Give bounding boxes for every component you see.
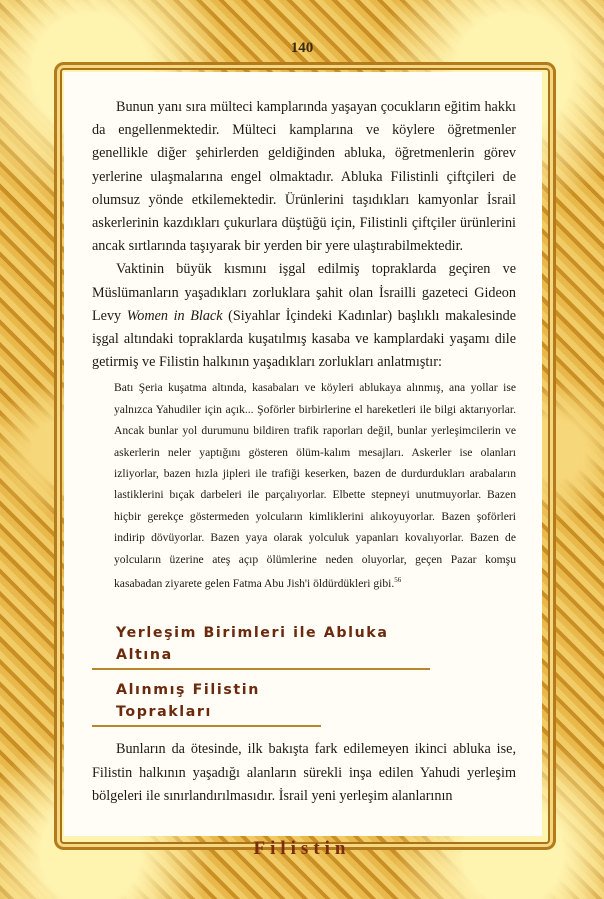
article-title: Women in Black (126, 307, 223, 324)
paragraph-2-text-end: (Siyahlar İçindeki Kadınlar) başlıklı makalesinde işgal altındaki topraklarda kuşatılmış kasaba ve kamplardaki yaşamı dile getirmiş ve Filistin halkının yaşadıkları zorlukları anlatmıştır: (92, 307, 517, 371)
section-heading (92, 622, 516, 736)
book-title-footer: Filistin (253, 838, 351, 859)
paragraph-3: Bunların da ötesinde, ilk bakışta fark edilemeyen ikinci abluka ise, Filistin halkının yaşadığı alanların sürekli inşa edilen Yahudi yerleşim bölgeleri ile sınırlandırılmasıdır. İsrail yeni yerleşim alanlarının (92, 741, 516, 804)
quote-text: Batı Şeria kuşatma altında, kasabaları ve köyleri ablukaya alınmış, ana yollar ise yalnızca Yahudiler için açık... Şoförler birbirlerine el hareketleri ile bilgi aktarıyorlar. Ancak bunlar yol durumunu bildiren trafik raporları değil, bunlar yerleşimcilerin ve askerlerin neler yaptığını gösteren ölüm-kalım mesajları. Askerler ise olanları izliyorlar, bazen hızla jipleri ile trafiği keserken, bazen de durdurdukları arabaların lastiklerini bıçak darbeleri ile parçalıyorlar. Elbette stepneyi unutmuyorlar. Bazen hiçbir gerekçe göstermeden yolcuların kimliklerini alıkoyuyorlar. Bazen şoförleri indirip dövüyorlar. Bazen yaya olarak yolculuk yapanları kovalıyorlar. Bazen de yolcuların üzerine ateş açıp ölümlerine neden oluyorlar, geçen Pazar komşu kasabadan ziyarete gelen Fatma Abu Jish'i öldürdükleri gibi. (114, 381, 516, 590)
paragraph-2-text: Vaktinin büyük kısmını işgal edilmiş topraklarda geçiren ve Müslümanların yaşadıkları zorluklara şahit olan İsrailli gazeteci Gideon Levy (92, 261, 516, 324)
section-heading-line-1: Yerleşim Birimleri ile Abluka Altına (92, 622, 430, 670)
block-quote (92, 377, 516, 594)
paragraph-1: Bunun yanı sıra mülteci kamplarında yaşayan çocukların eğitim hakkı da engellenmektedir. Mülteci kamplarına ve köylere öğretmenler genellikle diğer şehirlerden geldiğinden abluka, öğretmenlerin görev yerlerine ulaşmalarına engel olmaktadır. Abluka Filistinli çiftçileri de olumsuz yönde etkilemektedir. Ürünlerini taşıdıkları kamyonlar İsrail askerlerinin kazdıkları çukurlara düştüğü için, Filistinli çiftçiler ürünlerini ancak sırtlarında taşıyarak bir yerden bir yere ulaştırabilmektedir. (92, 99, 516, 255)
paragraph-2 (92, 258, 516, 374)
footnote-marker: 56 (394, 576, 402, 585)
section-heading-line-2: Alınmış Filistin Toprakları (92, 679, 321, 727)
page-content (92, 96, 516, 808)
page-number: 140 (290, 40, 314, 56)
